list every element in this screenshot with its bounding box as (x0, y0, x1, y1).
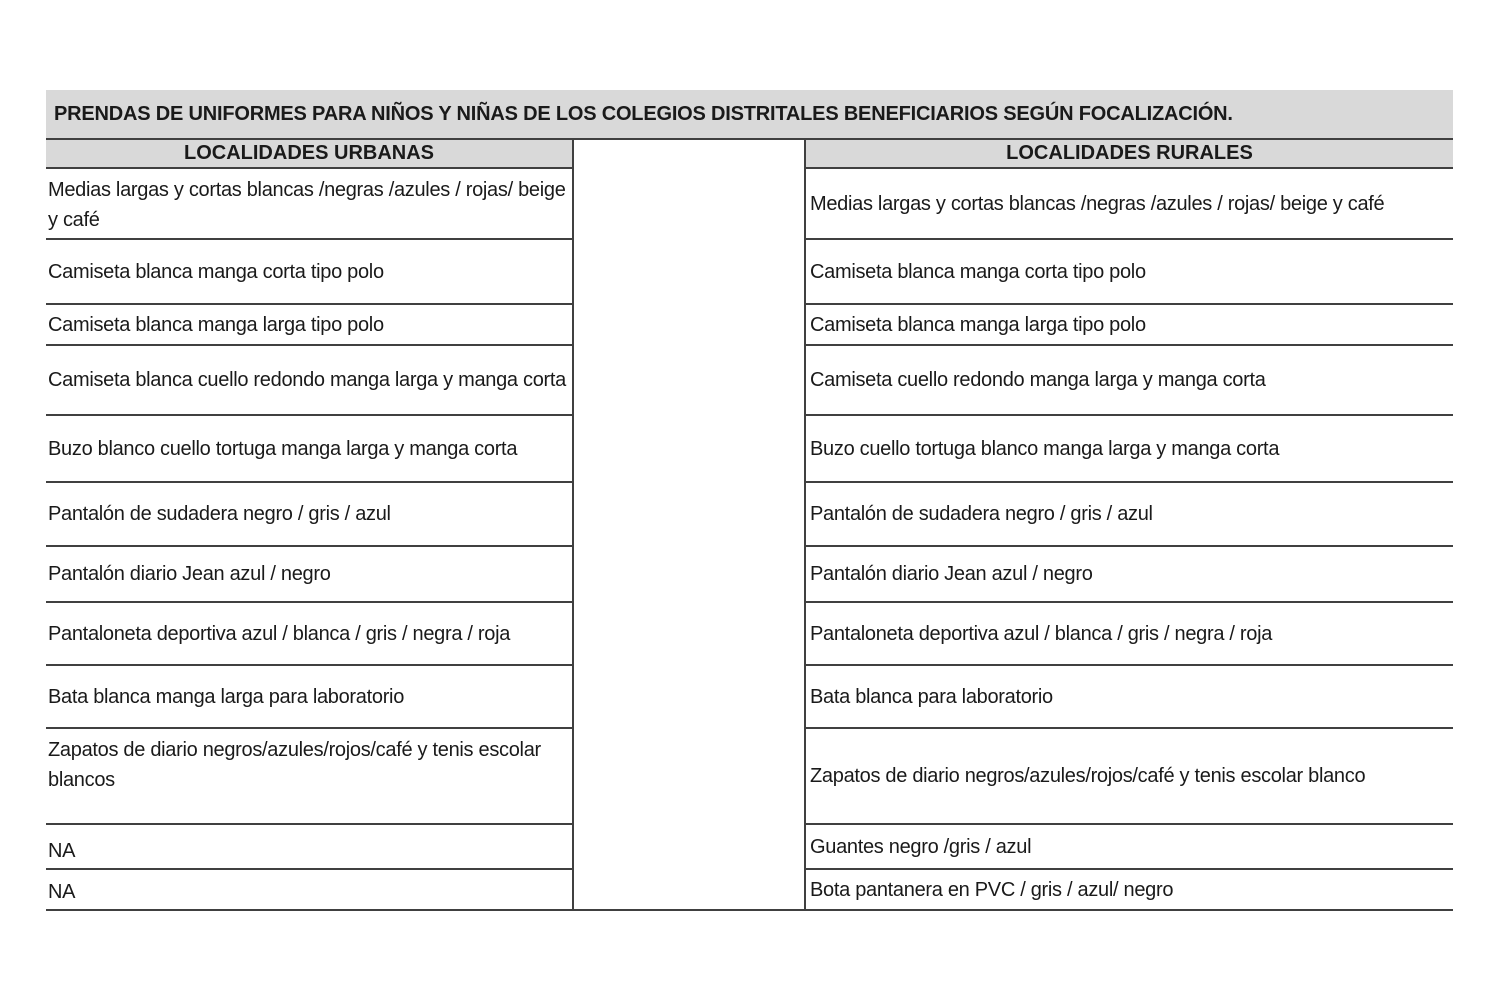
rural-item-polo-long: Camiseta blanca manga larga tipo polo (806, 305, 1453, 346)
rural-item-socks: Medias largas y cortas blancas /negras /azules / rojas/ beige y café (806, 169, 1453, 240)
urban-item-sweatpants: Pantalón de sudadera negro / gris / azul (46, 483, 572, 547)
urban-item-shorts: Pantaloneta deportiva azul / blanca / gris / negra / roja (46, 603, 572, 666)
urban-column (46, 140, 572, 911)
urban-header: LOCALIDADES URBANAS (46, 140, 572, 169)
urban-item-na-1: NA (46, 825, 572, 870)
rural-item-jeans: Pantalón diario Jean azul / negro (806, 547, 1453, 603)
urban-item-lab-coat: Bata blanca manga larga para laboratorio (46, 666, 572, 729)
uniform-document (46, 90, 1453, 911)
urban-item-polo-short: Camiseta blanca manga corta tipo polo (46, 240, 572, 305)
urban-item-na-2: NA (46, 870, 572, 911)
rural-header: LOCALIDADES RURALES (806, 140, 1453, 169)
urban-item-polo-long: Camiseta blanca manga larga tipo polo (46, 305, 572, 346)
rural-item-polo-short: Camiseta blanca manga corta tipo polo (806, 240, 1453, 305)
rural-item-boots: Bota pantanera en PVC / gris / azul/ negro (806, 870, 1453, 911)
rural-item-shoes: Zapatos de diario negros/azules/rojos/café y tenis escolar blanco (806, 729, 1453, 825)
rural-item-gloves: Guantes negro /gris / azul (806, 825, 1453, 870)
rural-item-sweatpants: Pantalón de sudadera negro / gris / azul (806, 483, 1453, 547)
urban-item-turtleneck: Buzo blanco cuello tortuga manga larga y manga corta (46, 416, 572, 483)
urban-item-round-neck: Camiseta blanca cuello redondo manga larga y manga corta (46, 346, 572, 416)
urban-item-jeans: Pantalón diario Jean azul / negro (46, 547, 572, 603)
urban-item-shoes: Zapatos de diario negros/azules/rojos/café y tenis escolar blancos (46, 729, 572, 825)
rural-item-round-neck: Camiseta cuello redondo manga larga y manga corta (806, 346, 1453, 416)
document-title: PRENDAS DE UNIFORMES PARA NIÑOS Y NIÑAS DE LOS COLEGIOS DISTRITALES BENEFICIARIOS SEGÚN FOCALIZACIÓN. (46, 90, 1453, 140)
uniform-table (46, 140, 1453, 911)
rural-item-lab-coat: Bata blanca para laboratorio (806, 666, 1453, 729)
rural-column (806, 140, 1453, 911)
rural-item-shorts: Pantaloneta deportiva azul / blanca / gris / negra / roja (806, 603, 1453, 666)
column-separator (572, 140, 806, 911)
rural-item-turtleneck: Buzo cuello tortuga blanco manga larga y manga corta (806, 416, 1453, 483)
urban-item-socks: Medias largas y cortas blancas /negras /azules / rojas/ beige y café (46, 169, 572, 240)
